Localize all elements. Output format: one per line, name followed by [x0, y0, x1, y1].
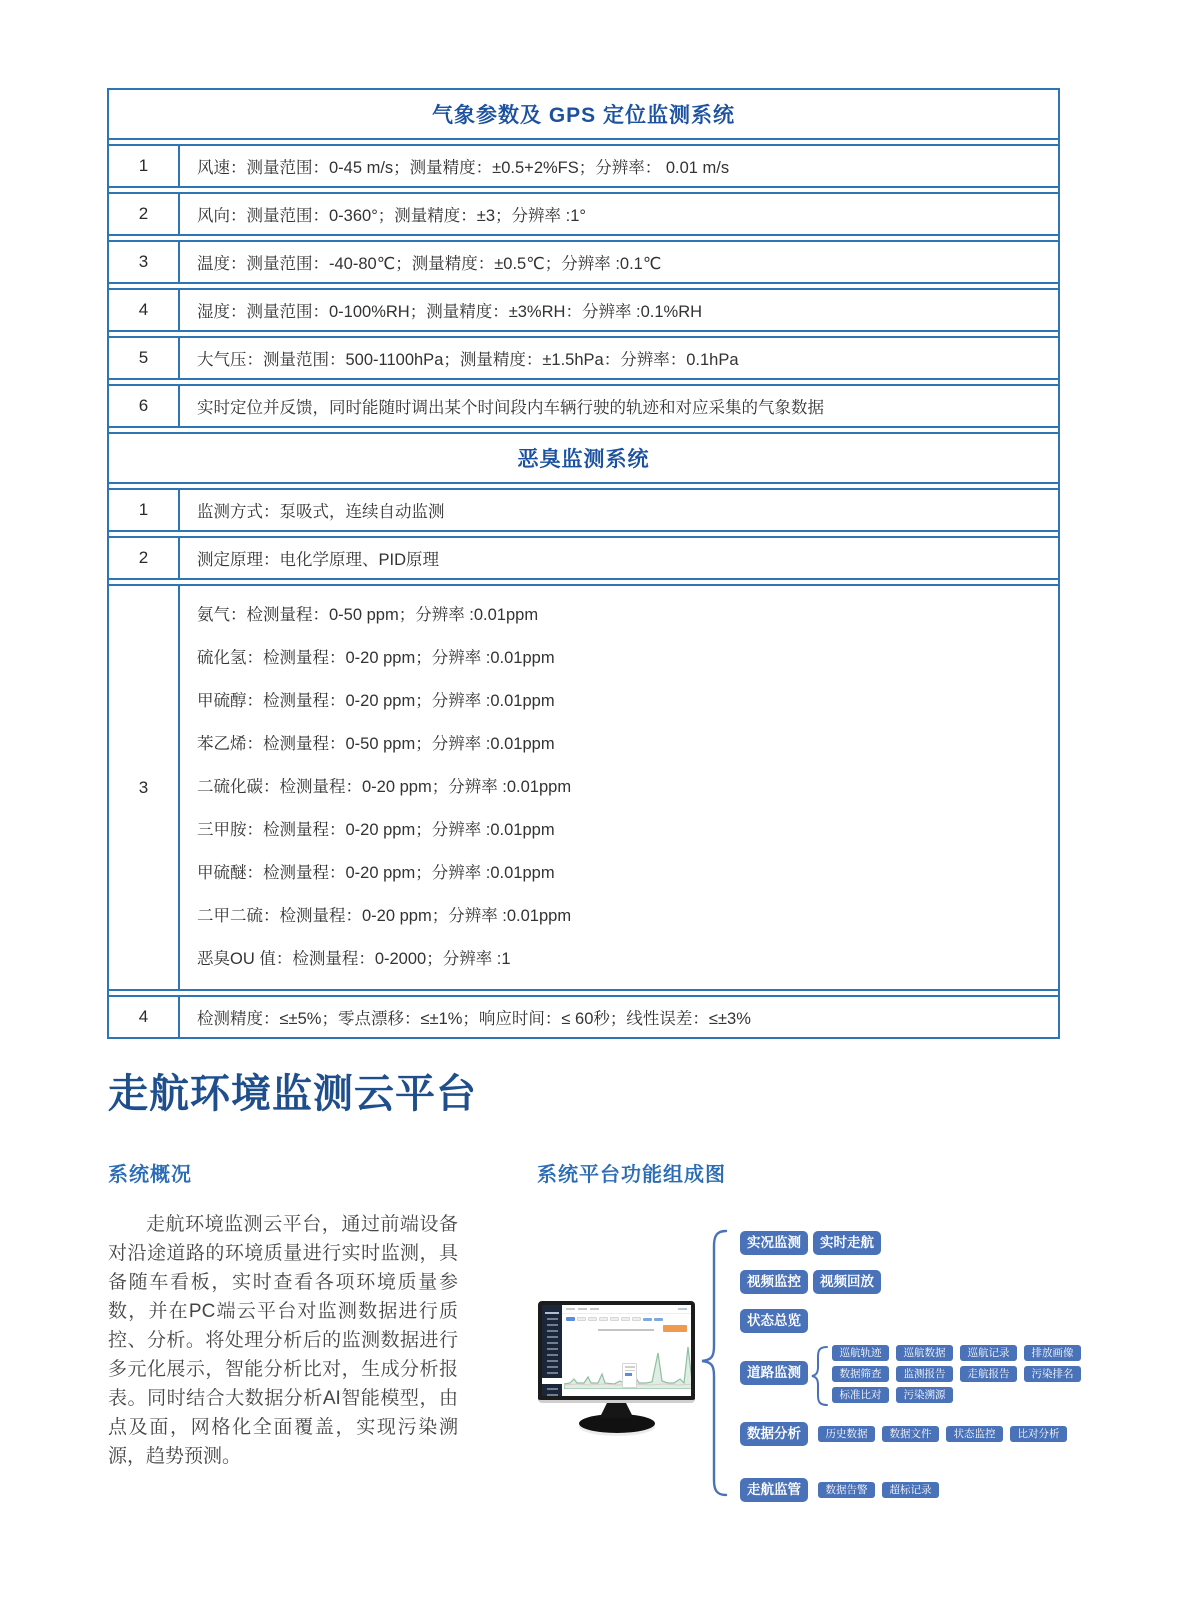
leaf-node: 标准比对	[832, 1387, 889, 1403]
row-number: 1	[109, 490, 180, 530]
row-text: 实时定位并反馈，同时能随时调出某个时间段内车辆行驶的轨迹和对应采集的气象数据	[197, 399, 824, 417]
row-number: 3	[109, 242, 180, 282]
page-title: 走航环境监测云平台	[108, 1072, 477, 1116]
table-row-gases	[109, 584, 1058, 991]
dashboard-main	[562, 1305, 691, 1396]
leaf-node: 实时走航	[813, 1231, 881, 1255]
row-text: 监测方式：泵吸式，连续自动监测	[197, 503, 445, 521]
leaf-node: 污染排名	[1024, 1366, 1081, 1382]
table-section-title-weather	[109, 88, 1058, 140]
row-text: 风向：测量范围：0-360°；测量精度：±3；分辨率 :1°	[197, 207, 586, 225]
leaf-node: 数据告警	[818, 1482, 875, 1498]
overview-paragraph: 走航环境监测云平台，通过前端设备对沿途道路的环境质量进行实时监测，具备随车看板，实时查看各项环境质量参数，并在PC端云平台对监测数据进行质控、分析。将处理分析后的监测数据进行多元化展示，智能分析比对，生成分析报表。同时结合大数据分析AI智能模型，由点及面，网格化全面覆盖，实现污染溯源，趋势预测。	[108, 1214, 458, 1467]
branch-node: 道路监测	[740, 1361, 808, 1385]
road-children-row	[832, 1345, 1081, 1361]
gas-spec-line: 二甲二硫：检测量程：0-20 ppm；分辨率 :0.01ppm	[197, 907, 572, 925]
road-children-row	[832, 1366, 1081, 1382]
table-row	[109, 488, 1058, 532]
branch-node: 走航监管	[740, 1478, 808, 1502]
row-number: 2	[109, 194, 180, 234]
row-text: 检测精度：≤±5%；零点漂移：≤±1%；响应时间：≤ 60秒；线性误差：≤±3%	[197, 1010, 751, 1028]
row-number: 3	[109, 586, 180, 989]
gas-spec-line: 三甲胺：检测量程：0-20 ppm；分辨率 :0.01ppm	[197, 821, 555, 839]
function-diagram	[510, 1195, 1175, 1545]
row-text: 测定原理：电化学原理、PID原理	[197, 551, 440, 569]
branch-node: 实况监测	[740, 1231, 808, 1255]
monitor-screen	[542, 1305, 691, 1396]
chart-title-placeholder	[598, 1329, 654, 1331]
branch-node: 视频监控	[740, 1270, 808, 1294]
gas-spec-line: 苯乙烯：检测量程：0-50 ppm；分辨率 :0.01ppm	[197, 735, 555, 753]
table-row	[109, 384, 1058, 428]
table-row	[109, 240, 1058, 284]
leaf-node: 历史数据	[818, 1426, 875, 1442]
row-number: 6	[109, 386, 180, 426]
table-row	[109, 144, 1058, 188]
row-text: 大气压：测量范围：500-1100hPa；测量精度：±1.5hPa：分辨率：0.1hPa	[197, 351, 739, 369]
supervision-children	[818, 1482, 939, 1498]
dashboard-sidebar	[542, 1305, 562, 1396]
road-children-row	[832, 1387, 1081, 1403]
leaf-node: 数据筛查	[832, 1366, 889, 1382]
analysis-children	[818, 1426, 1067, 1442]
leaf-node: 监测报告	[896, 1366, 953, 1382]
gas-spec-line: 恶臭OU 值：检测量程：0-2000；分辨率 :1	[197, 950, 511, 968]
table-row	[109, 336, 1058, 380]
gas-spec-line: 甲硫醇：检测量程：0-20 ppm；分辨率 :0.01ppm	[197, 692, 555, 710]
row-number: 4	[109, 997, 180, 1037]
leaf-node: 视频回放	[813, 1270, 881, 1294]
row-number: 5	[109, 338, 180, 378]
row-text: 湿度：测量范围：0-100%RH；测量精度：±3%RH：分辨率 :0.1%RH	[197, 303, 703, 321]
overview-heading: 系统概况	[108, 1164, 192, 1186]
table-row	[109, 536, 1058, 580]
row-number: 1	[109, 146, 180, 186]
leaf-node: 巡航轨迹	[832, 1345, 889, 1361]
leaf-node: 巡航记录	[960, 1345, 1017, 1361]
monitor-illustration	[538, 1301, 695, 1433]
leaf-node: 状态监控	[946, 1426, 1003, 1442]
spec-table	[107, 88, 1060, 1039]
chart-tooltip	[622, 1363, 637, 1388]
table-row	[109, 288, 1058, 332]
row-text: 温度：测量范围：-40-80℃；测量精度：±0.5℃；分辨率 :0.1℃	[197, 255, 662, 273]
alert-badge	[663, 1325, 687, 1332]
row-number: 2	[109, 538, 180, 578]
leaf-node: 排放画像	[1024, 1345, 1081, 1361]
branch-node: 状态总览	[740, 1309, 808, 1333]
section-title-text: 恶臭监测系统	[517, 448, 650, 471]
gas-spec-line: 氨气：检测量程：0-50 ppm；分辨率 :0.01ppm	[197, 606, 539, 624]
leaf-node: 超标记录	[882, 1482, 939, 1498]
table-section-title-odor	[109, 432, 1058, 484]
road-brace-connector	[810, 1345, 830, 1407]
gas-spec-lines	[180, 586, 1058, 989]
diagram-heading: 系统平台功能组成图	[537, 1164, 726, 1186]
leaf-node: 污染溯源	[896, 1387, 953, 1403]
gas-spec-line: 硫化氢：检测量程：0-20 ppm；分辨率 :0.01ppm	[197, 649, 555, 667]
leaf-node: 比对分析	[1010, 1426, 1067, 1442]
dashboard-topbar	[562, 1305, 691, 1314]
road-children	[832, 1345, 1081, 1403]
section-title-text: 气象参数及 GPS 定位监测系统	[431, 104, 736, 127]
dashboard-chart	[564, 1341, 691, 1394]
main-brace-connector	[696, 1229, 730, 1497]
gas-spec-line: 甲硫醚：检测量程：0-20 ppm；分辨率 :0.01ppm	[197, 864, 555, 882]
leaf-node: 数据文件	[882, 1426, 939, 1442]
gas-spec-line: 二硫化碳：检测量程：0-20 ppm；分辨率 :0.01ppm	[197, 778, 572, 796]
row-number: 4	[109, 290, 180, 330]
table-row	[109, 995, 1058, 1039]
table-row	[109, 192, 1058, 236]
leaf-node: 走航报告	[960, 1366, 1017, 1382]
monitor-stand	[600, 1403, 634, 1418]
leaf-node: 巡航数据	[896, 1345, 953, 1361]
dashboard-filter-chips	[562, 1314, 691, 1323]
row-text: 风速：测量范围：0-45 m/s；测量精度：±0.5+2%FS；分辨率： 0.01 m/s	[197, 159, 730, 177]
monitor-frame	[538, 1301, 695, 1403]
branch-node: 数据分析	[740, 1422, 808, 1446]
